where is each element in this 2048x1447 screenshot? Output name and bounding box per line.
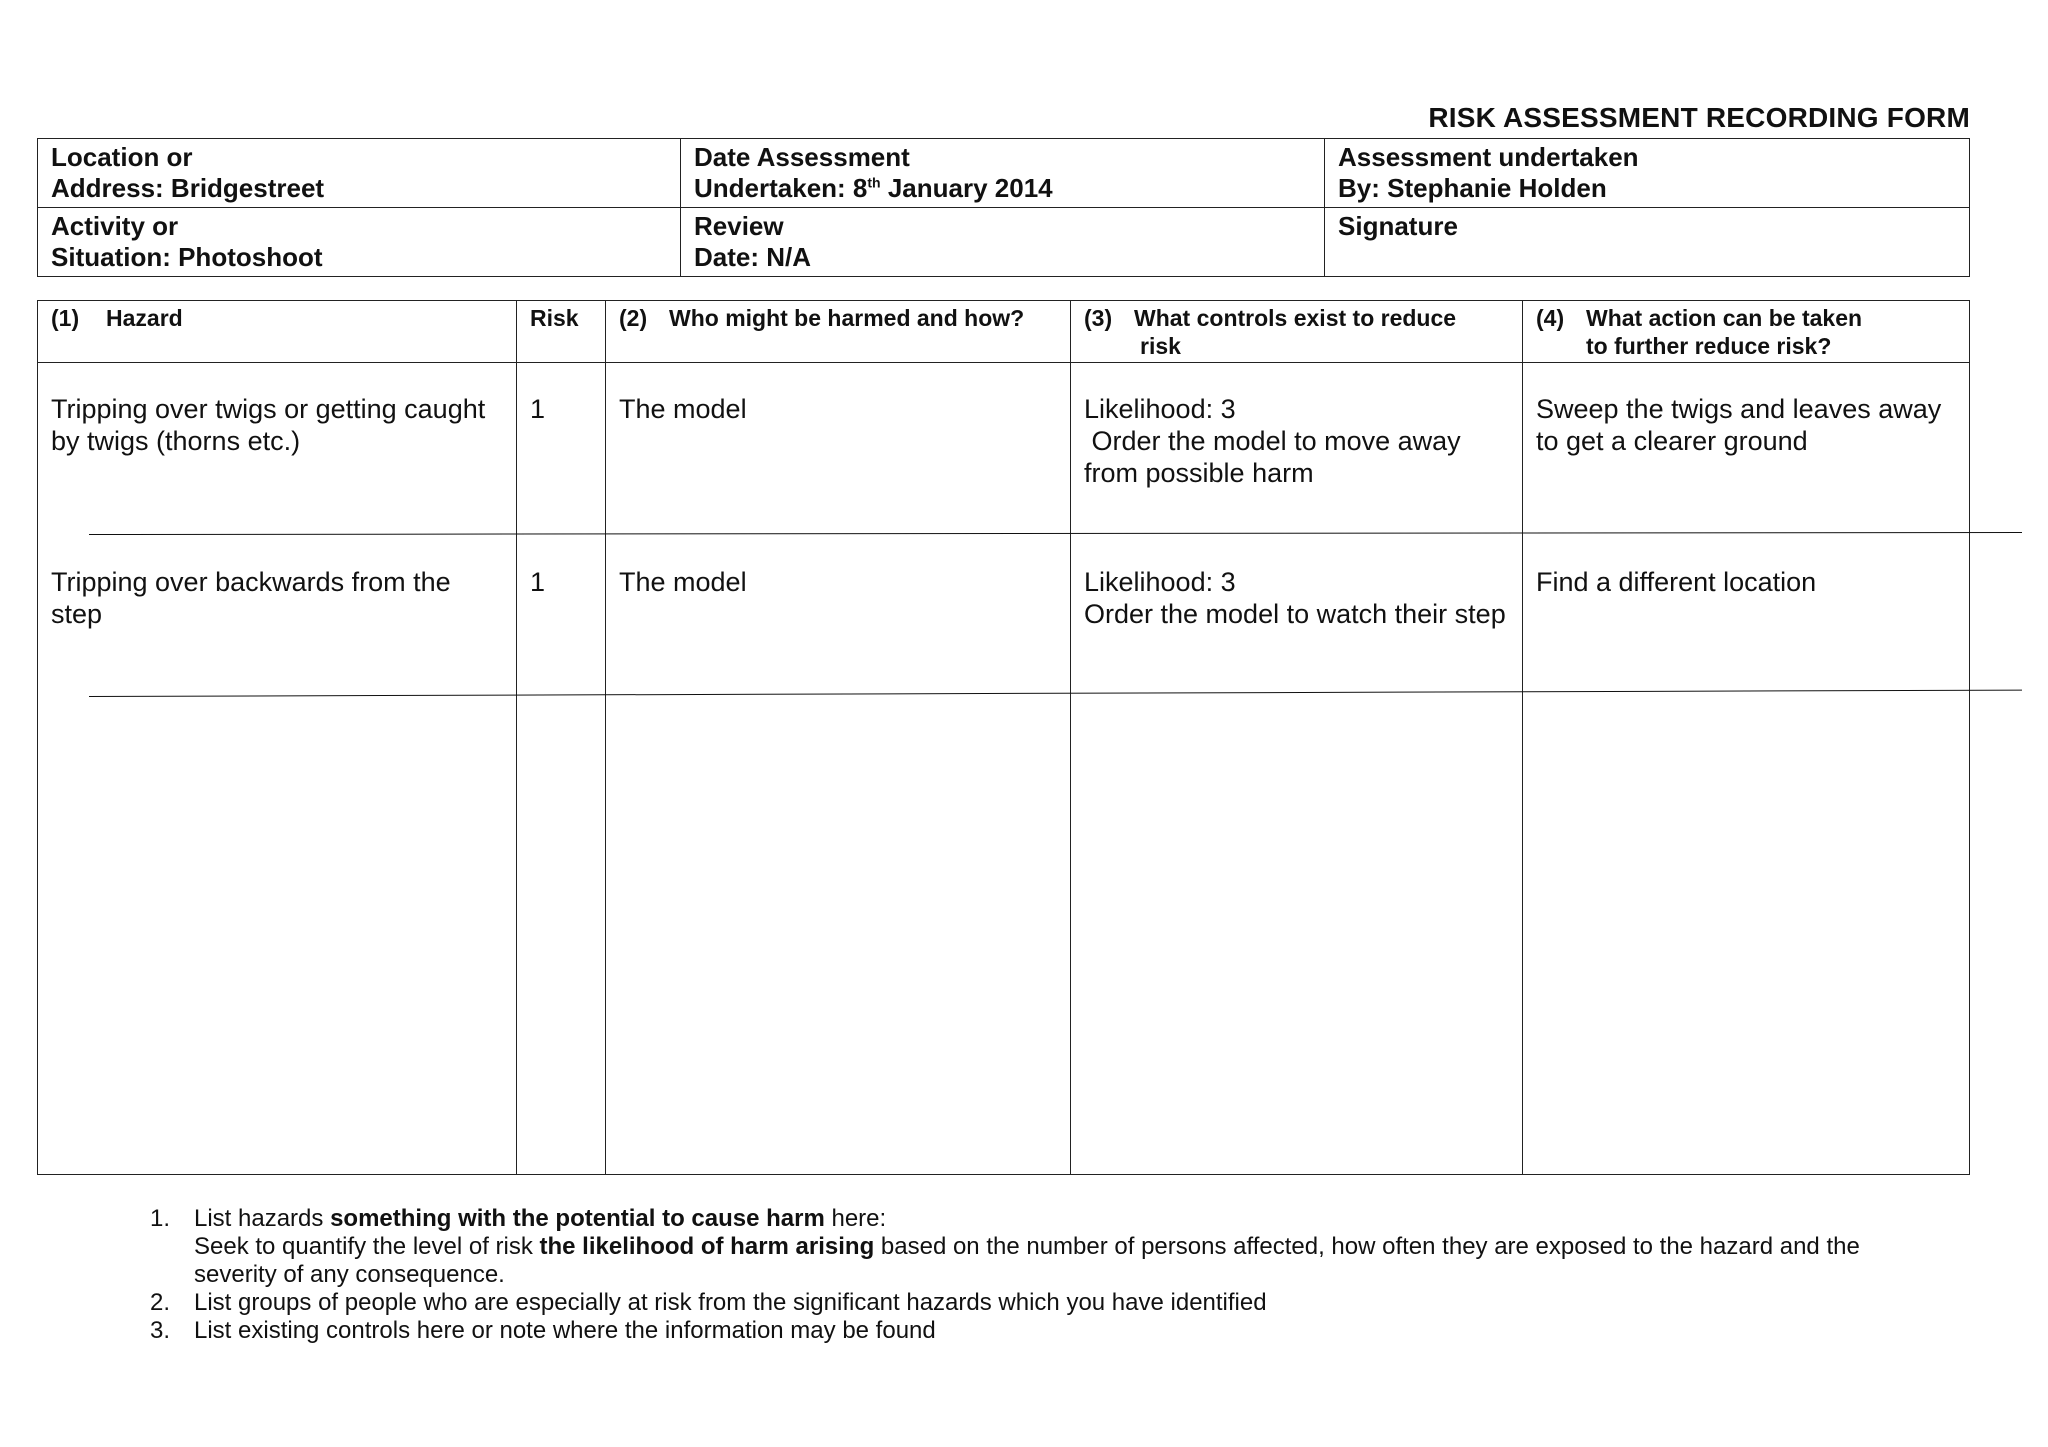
- action-cell: Sweep the twigs and leaves away to get a clearer ground: [1523, 363, 1970, 539]
- header-hazard: (1) Hazard: [38, 301, 517, 363]
- hazard-cell: [38, 698, 517, 1175]
- location-label: Location or: [51, 142, 193, 172]
- assessor-label: Assessment undertaken: [1338, 142, 1639, 172]
- header-risk: Risk: [517, 301, 606, 363]
- risk-cell: 1: [517, 538, 606, 698]
- action-cell: Find a different location: [1523, 538, 1970, 698]
- activity-value: Situation: Photoshoot: [51, 242, 323, 272]
- action-cell: [1523, 698, 1970, 1175]
- location-cell: [38, 139, 681, 208]
- review-value: Date: N/A: [694, 242, 812, 272]
- assessment-info-table: [37, 138, 1970, 277]
- review-cell: [681, 208, 1325, 277]
- risk-cell: [517, 698, 606, 1175]
- date-cell: [681, 139, 1325, 208]
- table-row-empty: [38, 698, 1970, 1175]
- signature-cell: [1325, 208, 1970, 277]
- who-cell: The model: [606, 363, 1071, 539]
- notes-list: [150, 1205, 1940, 1345]
- activity-cell: [38, 208, 681, 277]
- hazard-cell: Tripping over backwards from the step: [38, 538, 517, 698]
- hazard-cell: Tripping over twigs or getting caught by twigs (thorns etc.): [38, 363, 517, 539]
- location-value: Address: Bridgestreet: [51, 173, 325, 203]
- table-row: [38, 538, 1970, 698]
- controls-cell: [1071, 698, 1523, 1175]
- assessor-cell: [1325, 139, 1970, 208]
- date-label: Date Assessment: [694, 142, 910, 172]
- controls-cell: Likelihood: 3 Order the model to move away from possible harm: [1071, 363, 1523, 539]
- risk-cell: 1: [517, 363, 606, 539]
- note-item: 1. List hazards something with the potential to cause harm here: Seek to quantify the level of risk the likelihood of harm arising based on the number of persons affected, how often they are exposed to the hazard and the severity of any consequence.: [150, 1205, 1860, 1288]
- table-row: [38, 363, 1970, 539]
- date-value: Undertaken: 8th January 2014: [694, 173, 1053, 203]
- hazard-table: [37, 300, 1970, 1175]
- signature-label: Signature: [1338, 211, 1458, 241]
- who-cell: The model: [606, 538, 1071, 698]
- header-action: (4) What action can be taken to further reduce risk?: [1523, 301, 1970, 363]
- who-cell: [606, 698, 1071, 1175]
- header-controls: (3) What controls exist to reduce risk: [1071, 301, 1523, 363]
- header-who: (2) Who might be harmed and how?: [606, 301, 1071, 363]
- review-label: Review: [694, 211, 784, 241]
- assessor-value: By: Stephanie Holden: [1338, 173, 1607, 203]
- activity-label: Activity or: [51, 211, 179, 241]
- note-item: 2. List groups of people who are especially at risk from the significant hazards which you have identified: [150, 1289, 1267, 1316]
- form-title: RISK ASSESSMENT RECORDING FORM: [1428, 102, 1970, 133]
- note-item: 3. List existing controls here or note where the information may be found: [150, 1317, 936, 1344]
- controls-cell: Likelihood: 3 Order the model to watch their step: [1071, 538, 1523, 698]
